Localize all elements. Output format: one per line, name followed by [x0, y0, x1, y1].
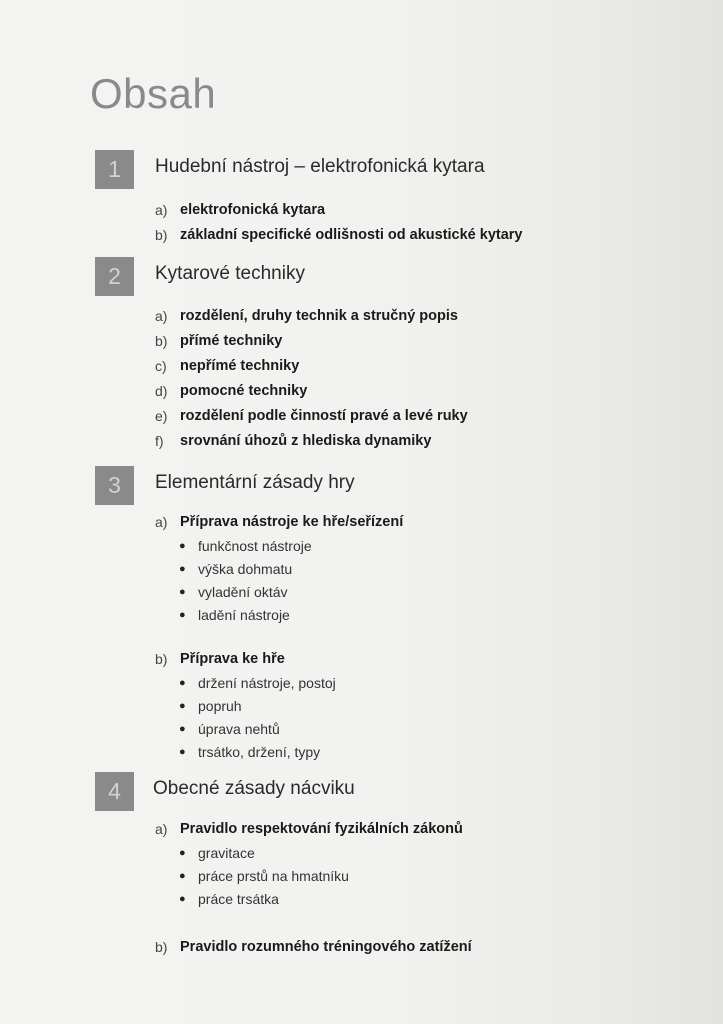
bullet-icon: ●: [179, 586, 186, 598]
item-text: srovnání úhozů z hlediska dynamiky: [180, 433, 432, 449]
toc-item: [95, 817, 655, 842]
chapter-items: [95, 198, 655, 248]
sub-item: [95, 558, 655, 581]
chapter-title: Kytarové techniky: [155, 263, 305, 284]
sub-item: [95, 741, 655, 764]
sub-item-text: výška dohmatu: [198, 561, 293, 577]
chapter-heading: [95, 150, 655, 190]
bullet-icon: ●: [179, 609, 186, 621]
sub-item: [95, 718, 655, 741]
toc-item: [95, 223, 655, 248]
item-letter: b): [155, 227, 168, 243]
item-text: přímé techniky: [180, 333, 283, 349]
item-text: rozdělení podle činností pravé a levé ruky: [180, 408, 468, 424]
sub-item-text: práce trsátka: [198, 891, 279, 907]
item-text: elektrofonická kytara: [180, 202, 326, 218]
chapter-number-box: 1: [95, 150, 134, 189]
sub-item-text: funkčnost nástroje: [198, 538, 312, 554]
toc-item: [95, 198, 655, 223]
chapter-number-box: 2: [95, 257, 134, 296]
item-letter: b): [155, 333, 168, 349]
chapter-number-box: 3: [95, 466, 134, 505]
item-text: Příprava nástroje ke hře/seřízení: [180, 514, 404, 530]
chapter-title: Hudební nástroj – elektrofonická kytara: [155, 156, 485, 177]
chapter-items: [95, 935, 655, 960]
sub-items: [95, 672, 655, 764]
sub-item: [95, 865, 655, 888]
sub-item: [95, 581, 655, 604]
sub-item: [95, 695, 655, 718]
toc-item: [95, 510, 655, 535]
toc-item: [95, 379, 655, 404]
bullet-icon: ●: [179, 893, 186, 905]
item-letter: a): [155, 308, 168, 324]
chapter-items: [95, 817, 655, 842]
chapter-heading: [95, 772, 655, 812]
sub-item-text: držení nástroje, postoj: [198, 675, 336, 691]
item-letter: b): [155, 651, 168, 667]
sub-items: [95, 842, 655, 911]
item-text: Příprava ke hře: [180, 651, 285, 667]
sub-item-text: ladění nástroje: [198, 607, 290, 623]
bullet-icon: ●: [179, 677, 186, 689]
sub-items: [95, 535, 655, 627]
item-letter: f): [155, 433, 164, 449]
bullet-icon: ●: [179, 847, 186, 859]
sub-item: [95, 888, 655, 911]
chapter-title: Obecné zásady nácviku: [153, 778, 355, 799]
toc-item: [95, 329, 655, 354]
bullet-icon: ●: [179, 540, 186, 552]
item-text: základní specifické odlišnosti od akustické kytary: [180, 227, 523, 243]
sub-item-text: úprava nehtů: [198, 721, 280, 737]
toc-item: [95, 404, 655, 429]
item-text: nepřímé techniky: [180, 358, 300, 374]
chapter-number-box: 4: [95, 772, 134, 811]
chapter-1: [95, 150, 655, 248]
chapter-2: [95, 257, 655, 454]
bullet-icon: ●: [179, 563, 186, 575]
bullet-icon: ●: [179, 746, 186, 758]
item-letter: e): [155, 408, 168, 424]
item-letter: c): [155, 358, 167, 374]
item-text: Pravidlo respektování fyzikálních zákonů: [180, 821, 463, 837]
chapter-heading: [95, 257, 655, 297]
item-letter: a): [155, 514, 168, 530]
chapter-3: [95, 466, 655, 764]
item-letter: a): [155, 202, 168, 218]
bullet-icon: ●: [179, 700, 186, 712]
sub-item: [95, 842, 655, 865]
bullet-icon: ●: [179, 723, 186, 735]
chapter-4: [95, 772, 655, 960]
chapter-items: [95, 510, 655, 535]
toc-item: [95, 354, 655, 379]
sub-item-text: vyladění oktáv: [198, 584, 288, 600]
bullet-icon: ●: [179, 870, 186, 882]
sub-item-text: gravitace: [198, 845, 255, 861]
item-letter: b): [155, 939, 168, 955]
item-letter: a): [155, 821, 168, 837]
item-text: pomocné techniky: [180, 383, 308, 399]
sub-item: [95, 672, 655, 695]
toc-item: [95, 647, 655, 672]
item-text: Pravidlo rozumného tréningového zatížení: [180, 939, 472, 955]
toc-item: [95, 304, 655, 329]
page-title: Obsah: [90, 70, 217, 117]
toc-item: [95, 429, 655, 454]
sub-item-text: trsátko, držení, typy: [198, 744, 321, 760]
sub-item: [95, 535, 655, 558]
chapter-title: Elementární zásady hry: [155, 472, 355, 493]
item-text: rozdělení, druhy technik a stručný popis: [180, 308, 458, 324]
sub-item-text: popruh: [198, 698, 242, 714]
chapter-items: [95, 647, 655, 672]
item-letter: d): [155, 383, 168, 399]
sub-item-text: práce prstů na hmatníku: [198, 868, 349, 884]
chapter-items: [95, 304, 655, 454]
chapter-heading: [95, 466, 655, 506]
sub-item: [95, 604, 655, 627]
toc-item: [95, 935, 655, 960]
